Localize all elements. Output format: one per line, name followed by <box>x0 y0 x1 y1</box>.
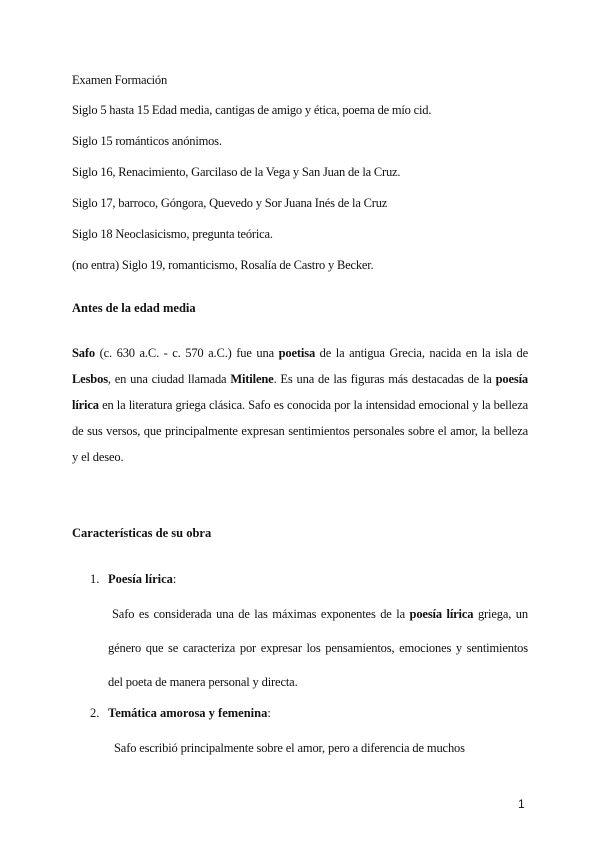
bold-term: Safo <box>72 346 96 360</box>
intro-line: (no entra) Siglo 19, romanticismo, Rosalía de Castro y Becker. <box>72 258 374 272</box>
intro-line: Siglo 5 hasta 15 Edad media, cantigas de amigo y ética, poema de mío cid. <box>72 103 432 117</box>
intro-line: Siglo 17, barroco, Góngora, Quevedo y Sor Juana Inés de la Cruz <box>72 196 388 210</box>
bold-term: poetisa <box>278 346 316 360</box>
intro-line: Examen Formación <box>72 73 168 87</box>
section-heading: Características de su obra <box>72 526 212 540</box>
paragraph-text: . Es una de las figuras más destacadas de la <box>273 372 496 386</box>
section-heading: Antes de la edad media <box>72 301 196 315</box>
list-title-colon: : <box>172 572 177 586</box>
list-item-title <box>108 572 176 587</box>
list-title-bold: Poesía lírica <box>108 572 173 586</box>
intro-line: Siglo 16, Renacimiento, Garcilaso de la Vega y San Juan de la Cruz. <box>72 165 401 179</box>
list-number: 1. <box>90 572 100 586</box>
bold-term: Mitilene <box>230 372 274 386</box>
intro-line: Siglo 18 Neoclasicismo, pregunta teórica. <box>72 227 273 241</box>
page-number: 1 <box>518 797 525 811</box>
list-number: 2. <box>90 706 100 720</box>
paragraph-text: Safo escribió principalmente sobre el amor, pero a diferencia de muchos <box>114 741 465 755</box>
paragraph-text: en la literatura griega clásica. Safo es conocida por la intensidad emocional y la belleza de sus versos, que principalmente expresan sentimientos personales sobre el amor, la belleza y el deseo. <box>72 398 528 464</box>
list-title-bold: Temática amorosa y femenina <box>108 706 268 720</box>
bold-term: poesía lírica <box>72 372 528 412</box>
paragraph-text: , en una ciudad llamada <box>107 372 231 386</box>
paragraph-text: de la antigua Grecia, nacida en la isla de <box>315 346 528 360</box>
paragraph-text: (c. 630 a.C. - c. 570 a.C.) fue una <box>95 346 279 360</box>
safo-paragraph <box>72 340 528 470</box>
bold-term: poesía lírica <box>409 607 474 621</box>
bold-term: Lesbos <box>72 372 108 386</box>
list-item-body <box>108 597 528 699</box>
paragraph-text: griega, un género que se caracteriza por expresar los pensamientos, emociones y sentimientos del poeta de manera personal y directa. <box>108 607 528 689</box>
paragraph-text: Safo es considerada una de las máximas exponentes de la <box>112 607 410 621</box>
list-title-colon: : <box>267 706 271 720</box>
list-item-body <box>108 731 528 765</box>
list-item-title <box>108 706 271 721</box>
intro-line: Siglo 15 románticos anónimos. <box>72 134 222 148</box>
